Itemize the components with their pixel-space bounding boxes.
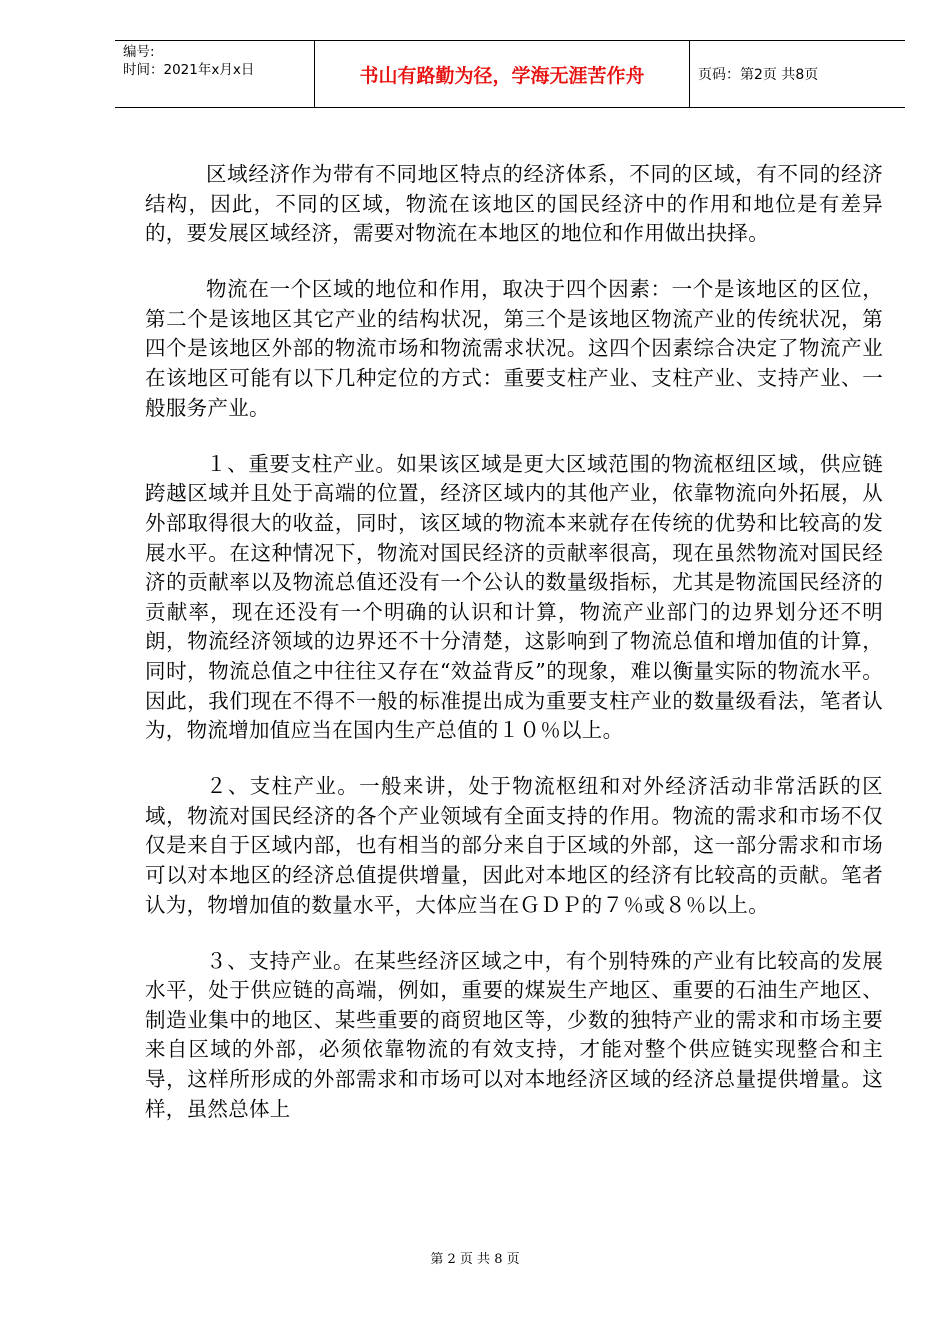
body-paragraph: 物流在一个区域的地位和作用，取决于四个因素：一个是该地区的区位，第二个是该地区其它产业的结构状况，第三个是该地区物流产业的传统状况，第四个是该地区外部的物流市场和物流需求状况。这四个因素综合决定了物流产业在该地区可能有以下几种定位的方式：重要支柱产业、支柱产业、支持产业、一般服务产业。 [145,277,883,420]
page-footer: 第 2 页 共 8 页 [430,1252,520,1267]
body-paragraph: ３、支持产业。在某些经济区域之中，有个别特殊的产业有比较高的发展水平，处于供应链的高端，例如，重要的煤炭生产地区、重要的石油生产地区、制造业集中的地区、某些重要的商贸地区等，少数的独特产业的需求和市场主要来自区域的外部，必须依靠物流的有效支持，才能对整个供应链实现整合和主导，这样所形成的外部需求和市场可以对本地经济区域的经济总量提供增量。这样，虽然总体上 [145,948,883,1121]
page-header [115,40,905,108]
body-paragraph: 区域经济作为带有不同地区特点的经济体系，不同的区域，有不同的经济结构，因此，不同的区域，物流在该地区的国民经济中的作用和地位是有差异的，要发展区域经济，需要对物流在本地区的地位和作用做出抉择。 [145,162,883,246]
header-motto: 书山有路勤为径，学海无涯苦作舟 [315,41,690,107]
body-paragraph: １、重要支柱产业。如果该区域是更大区域范围的物流枢纽区域，供应链跨越区域并且处于高端的位置，经济区域内的其他产业，依靠物流向外拓展，从外部取得很大的收益，同时，该区域的物流本来就存在传统的优势和比较高的发展水平。在这种情况下，物流对国民经济的贡献率很高，现在虽然物流对国民经济的贡献率以及物流总值还没有一个公认的数量级指标，尤其是物流国民经济的贡献率，现在还没有一个明确的认识和计算，物流产业部门的边界划分还不明朗，物流经济领域的边界还不十分清楚，这影响到了物流总值和增加值的计算，同时，物流总值之中往往又存在“效益背反”的现象，难以衡量实际的物流水平。因此，我们现在不得不一般的标准提出成为重要支柱产业的数量级看法，笔者认为，物流增加值应当在国内生产总值的１０％以上。 [145,451,883,743]
header-meta-cell [115,41,315,107]
document-number-label: 编号: [123,44,155,60]
body-paragraph: ２、支柱产业。一般来讲，处于物流枢纽和对外经济活动非常活跃的区域，物流对国民经济的各个产业领域有全面支持的作用。物流的需求和市场不仅仅是来自于区域内部，也有相当的部分来自于区域的外部，这一部分需求和市场可以对本地区的经济总值提供增量，因此对本地区的经济有比较高的贡献。笔者认为，物增加值的数量水平，大体应当在ＧＤＰ的７％或８％以上。 [145,774,883,917]
header-page-label: 页码：第2页 共8页 [698,67,819,83]
document-time-label: 时间：2021年x月x日 [123,62,255,78]
document-body [145,160,883,1151]
